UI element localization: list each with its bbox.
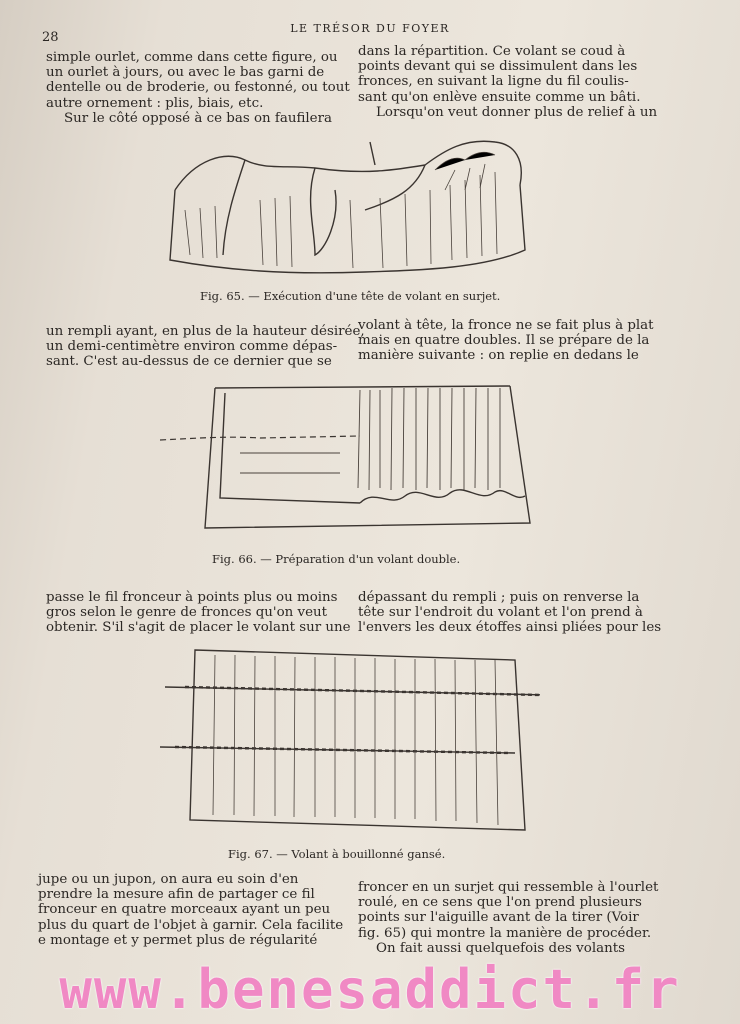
text-line: fronces, en suivant la ligne du fil coulis- (358, 74, 629, 90)
text-line: dépassant du rempli ; puis on renverse la (358, 590, 640, 605)
text-line: un ourlet à jours, ou avec le bas garni de (46, 65, 325, 81)
text-line: fig. 65) qui montre la manière de procéder. (358, 925, 652, 941)
text-line: jupe ou un jupon, on aura eu soin d'en (38, 872, 299, 887)
text-line: sant qu'on enlève ensuite comme un bâti. (358, 89, 641, 105)
text-line: manière suivante : on replie en dedans le (358, 348, 639, 364)
text-block-3-right (358, 590, 661, 636)
text-line: Lorsqu'on veut donner plus de relief à un (376, 104, 658, 120)
text-line: roulé, en ce sens que l'on prend plusieurs (358, 895, 642, 911)
text-line: Sur le côté opposé à ce bas on faufilera (64, 110, 332, 126)
text-line: passe le fil fronceur à points plus ou moins (46, 590, 338, 605)
figure-66-caption: Fig. 66. — Préparation d'un volant double. (212, 552, 461, 566)
figure-67-illustration (155, 645, 540, 835)
text-line: gros selon le genre de fronces qu'on veut (46, 605, 328, 621)
text-block-4-left (38, 872, 343, 948)
text-line: e montage et y permet plus de régularité (38, 932, 318, 948)
text-line: dans la répartition. Ce volant se coud à (358, 44, 626, 59)
text-line: obtenir. S'il s'agit de placer le volant sur une (46, 620, 351, 636)
text-line: autre ornement : plis, biais, etc. (46, 95, 264, 111)
text-line: l'envers les deux étoffes ainsi pliées pour les (358, 620, 662, 636)
text-line: tête sur l'endroit du volant et l'on prend à (358, 605, 643, 621)
text-line: prendre la mesure afin de partager ce fil (38, 887, 315, 903)
text-line: froncer en un surjet qui ressemble à l'ourlet (358, 880, 659, 895)
text-block-3-left (46, 590, 351, 636)
text-line: un rempli ayant, en plus de la hauteur désirée, (46, 324, 365, 339)
text-line: dentelle ou de broderie, ou festonné, ou tout (46, 80, 350, 96)
text-line: points sur l'aiguille avant de la tirer (Voir (358, 910, 639, 926)
text-line: fronceur en quatre morceaux ayant un peu (38, 902, 331, 918)
text-block-1-left (46, 50, 350, 126)
text-block-4-right (358, 880, 658, 956)
page-number: 28 (42, 30, 59, 45)
text-block-2-right (358, 318, 654, 364)
text-block-1-right (358, 44, 657, 120)
text-line: volant à tête, la fronce ne se fait plus à plat (358, 318, 654, 333)
figure-65-caption: Fig. 65. — Exécution d'une tête de volant en surjet. (200, 289, 501, 303)
text-line: plus du quart de l'objet à garnir. Cela facilite (38, 917, 344, 933)
text-line: un demi-centimètre environ comme dépas- (46, 339, 338, 355)
text-line: points devant qui se dissimulent dans les (358, 59, 638, 75)
figure-67-caption: Fig. 67. — Volant à bouillonné gansé. (228, 847, 446, 861)
website-watermark: www.benesaddict.fr (59, 958, 681, 1021)
text-line: On fait aussi quelquefois des volants (376, 940, 625, 956)
figure-65-illustration (165, 130, 535, 280)
running-title: LE TRÉSOR DU FOYER (290, 22, 450, 35)
text-line: simple ourlet, comme dans cette figure, ou (46, 50, 338, 65)
text-line: sant. C'est au-dessus de ce dernier que se (46, 354, 332, 370)
text-block-2-left (46, 324, 365, 370)
text-line: mais en quatre doubles. Il se prépare de la (358, 333, 650, 349)
figure-66-illustration (160, 378, 540, 543)
